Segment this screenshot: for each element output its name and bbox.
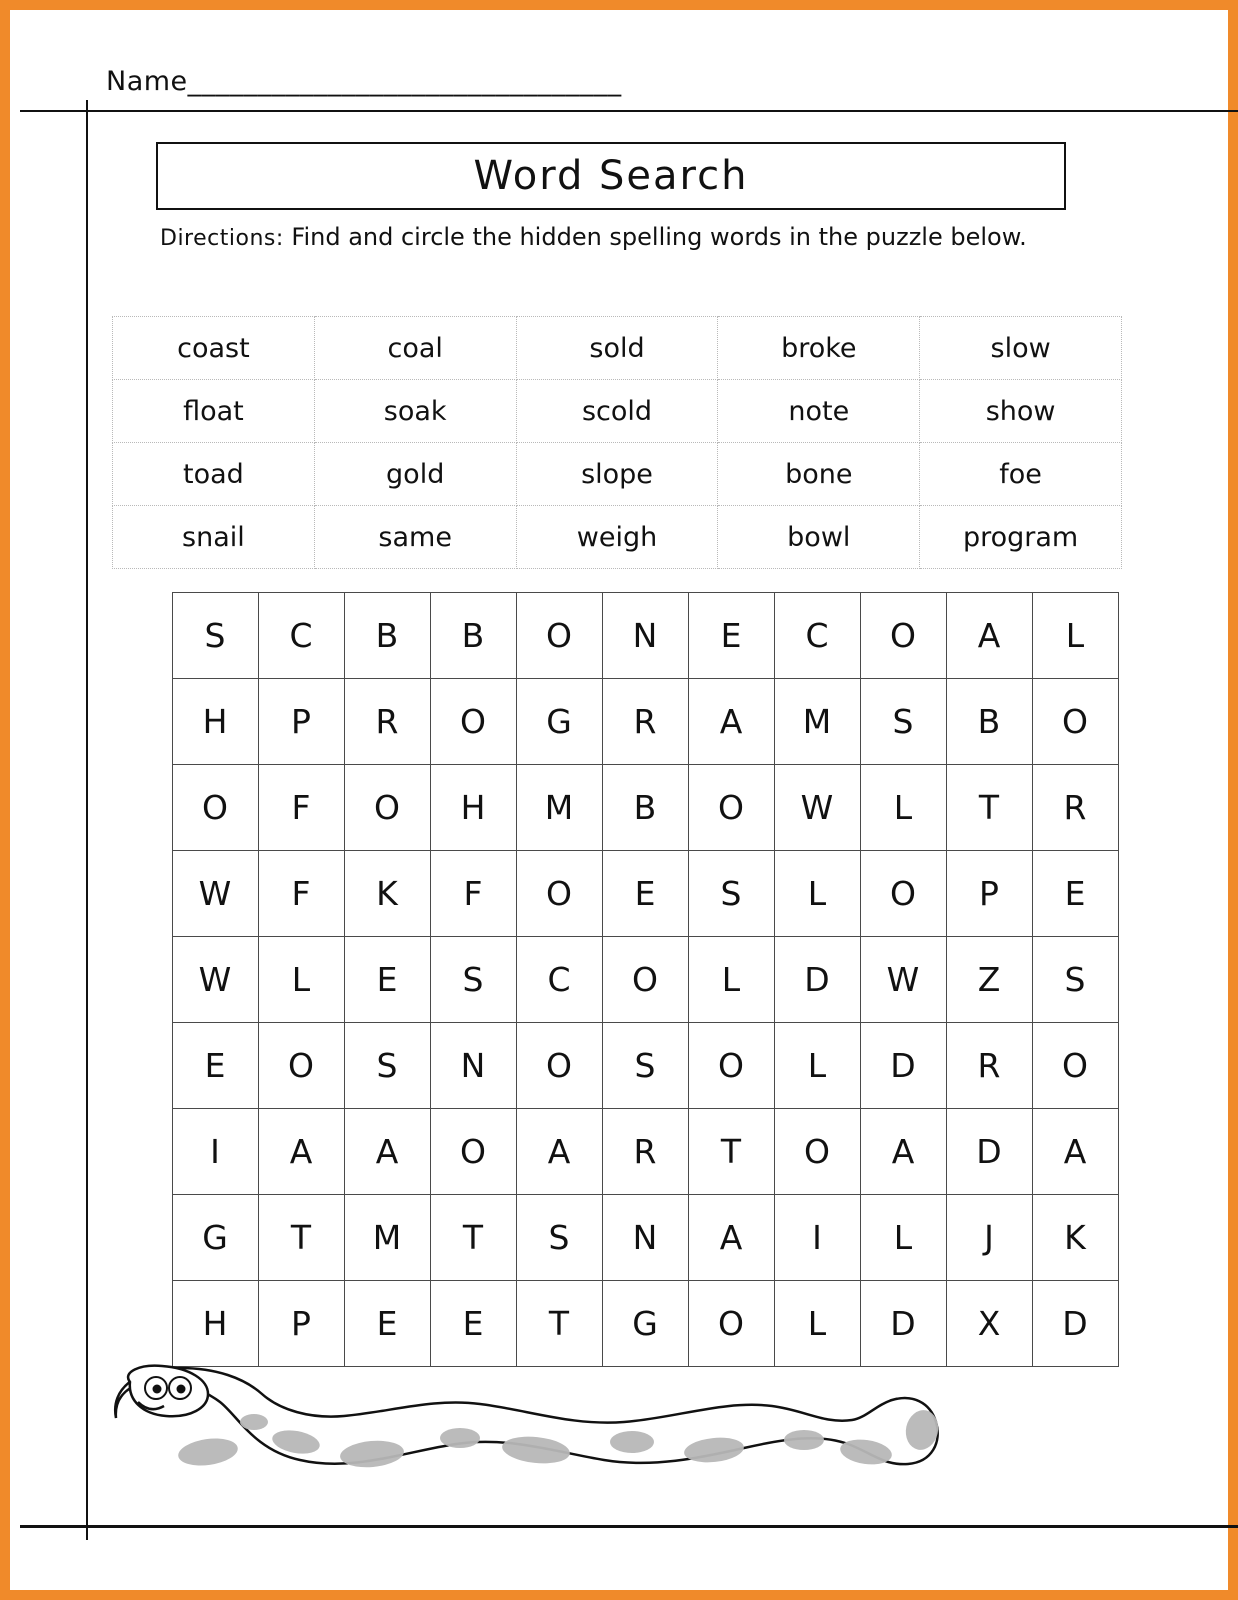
grid-cell[interactable]: O xyxy=(517,593,603,679)
grid-cell[interactable]: E xyxy=(431,1281,517,1367)
word-item[interactable]: program xyxy=(920,506,1122,569)
word-list-row xyxy=(113,506,1122,569)
word-item[interactable]: slope xyxy=(516,443,718,506)
word-item[interactable]: coast xyxy=(113,317,315,380)
grid-cell[interactable]: E xyxy=(173,1023,259,1109)
grid-cell[interactable]: G xyxy=(173,1195,259,1281)
grid-cell[interactable]: L xyxy=(775,851,861,937)
grid-row xyxy=(173,765,1119,851)
word-item[interactable]: foe xyxy=(920,443,1122,506)
grid-cell[interactable]: M xyxy=(517,765,603,851)
grid-cell[interactable]: O xyxy=(861,593,947,679)
grid-cell[interactable]: D xyxy=(861,1281,947,1367)
worksheet-sheet xyxy=(20,20,1218,1580)
grid-cell[interactable]: B xyxy=(947,679,1033,765)
grid-cell[interactable]: M xyxy=(345,1195,431,1281)
grid-cell[interactable]: T xyxy=(517,1281,603,1367)
directions-text: Find and circle the hidden spelling words in the puzzle below. xyxy=(291,223,1027,251)
grid-cell[interactable]: S xyxy=(1033,937,1119,1023)
grid-cell[interactable]: O xyxy=(603,937,689,1023)
grid-cell[interactable]: A xyxy=(517,1109,603,1195)
grid-cell[interactable]: T xyxy=(431,1195,517,1281)
grid-cell[interactable]: C xyxy=(517,937,603,1023)
grid-cell[interactable]: S xyxy=(431,937,517,1023)
word-item[interactable]: scold xyxy=(516,380,718,443)
grid-cell[interactable]: J xyxy=(947,1195,1033,1281)
word-item[interactable]: note xyxy=(718,380,920,443)
word-list-row xyxy=(113,380,1122,443)
grid-cell[interactable]: L xyxy=(775,1023,861,1109)
grid-cell[interactable]: O xyxy=(861,851,947,937)
grid-cell[interactable]: K xyxy=(345,851,431,937)
grid-cell[interactable]: B xyxy=(431,593,517,679)
word-item[interactable]: show xyxy=(920,380,1122,443)
grid-cell[interactable]: O xyxy=(1033,1023,1119,1109)
grid-cell[interactable]: G xyxy=(603,1281,689,1367)
grid-cell[interactable]: O xyxy=(173,765,259,851)
grid-cell[interactable]: O xyxy=(775,1109,861,1195)
grid-cell[interactable]: O xyxy=(259,1023,345,1109)
word-item[interactable]: same xyxy=(314,506,516,569)
word-item[interactable]: bowl xyxy=(718,506,920,569)
word-list-row xyxy=(113,317,1122,380)
footer-rule xyxy=(20,1525,1238,1528)
grid-cell[interactable]: D xyxy=(947,1109,1033,1195)
grid-cell[interactable]: W xyxy=(173,937,259,1023)
word-item[interactable]: bone xyxy=(718,443,920,506)
word-item[interactable]: float xyxy=(113,380,315,443)
grid-row xyxy=(173,593,1119,679)
grid-cell[interactable]: I xyxy=(173,1109,259,1195)
grid-cell[interactable]: F xyxy=(259,851,345,937)
grid-row xyxy=(173,1023,1119,1109)
grid-cell[interactable]: S xyxy=(517,1195,603,1281)
grid-cell[interactable]: D xyxy=(861,1023,947,1109)
grid-cell[interactable]: R xyxy=(603,679,689,765)
grid-cell[interactable]: Z xyxy=(947,937,1033,1023)
grid-cell[interactable]: E xyxy=(345,1281,431,1367)
grid-cell[interactable]: O xyxy=(517,851,603,937)
grid-cell[interactable]: E xyxy=(1033,851,1119,937)
grid-cell[interactable]: L xyxy=(861,765,947,851)
word-item[interactable]: soak xyxy=(314,380,516,443)
grid-cell[interactable]: I xyxy=(775,1195,861,1281)
grid-cell[interactable]: R xyxy=(345,679,431,765)
grid-cell[interactable]: S xyxy=(603,1023,689,1109)
name-field-label[interactable]: Name_______________________________ xyxy=(106,66,622,97)
grid-cell[interactable]: P xyxy=(259,1281,345,1367)
grid-cell[interactable]: A xyxy=(1033,1109,1119,1195)
grid-cell[interactable]: W xyxy=(173,851,259,937)
grid-cell[interactable]: H xyxy=(173,1281,259,1367)
word-list xyxy=(112,316,1122,569)
grid-cell[interactable]: A xyxy=(947,593,1033,679)
grid-cell[interactable]: F xyxy=(259,765,345,851)
grid-cell[interactable]: N xyxy=(603,593,689,679)
grid-cell[interactable]: S xyxy=(345,1023,431,1109)
grid-cell[interactable]: C xyxy=(775,593,861,679)
grid-cell[interactable]: E xyxy=(603,851,689,937)
word-item[interactable]: coal xyxy=(314,317,516,380)
worm-illustration xyxy=(104,1360,964,1490)
grid-cell[interactable]: L xyxy=(775,1281,861,1367)
grid-row xyxy=(173,1195,1119,1281)
grid-cell[interactable]: L xyxy=(689,937,775,1023)
grid-cell[interactable]: O xyxy=(689,765,775,851)
grid-row xyxy=(173,1281,1119,1367)
grid-cell[interactable]: X xyxy=(947,1281,1033,1367)
grid-cell[interactable]: H xyxy=(173,679,259,765)
grid-cell[interactable]: O xyxy=(689,1281,775,1367)
grid-cell[interactable]: A xyxy=(259,1109,345,1195)
grid-cell[interactable]: P xyxy=(259,679,345,765)
grid-cell[interactable]: R xyxy=(947,1023,1033,1109)
grid-cell[interactable]: A xyxy=(345,1109,431,1195)
grid-cell[interactable]: D xyxy=(1033,1281,1119,1367)
grid-cell[interactable]: H xyxy=(431,765,517,851)
word-list-row xyxy=(113,443,1122,506)
grid-cell[interactable]: O xyxy=(1033,679,1119,765)
grid-cell[interactable]: A xyxy=(689,679,775,765)
directions xyxy=(160,223,1090,251)
grid-cell[interactable]: P xyxy=(947,851,1033,937)
grid-cell[interactable]: O xyxy=(689,1023,775,1109)
grid-cell[interactable]: D xyxy=(775,937,861,1023)
grid-row xyxy=(173,679,1119,765)
grid-cell[interactable]: B xyxy=(345,593,431,679)
grid-cell[interactable]: N xyxy=(603,1195,689,1281)
grid-cell[interactable]: L xyxy=(861,1195,947,1281)
grid-cell[interactable]: B xyxy=(603,765,689,851)
grid-cell[interactable]: O xyxy=(517,1023,603,1109)
word-item[interactable]: broke xyxy=(718,317,920,380)
grid-cell[interactable]: W xyxy=(861,937,947,1023)
puzzle-grid[interactable] xyxy=(172,592,1119,1367)
grid-cell[interactable]: L xyxy=(1033,593,1119,679)
grid-cell[interactable]: A xyxy=(861,1109,947,1195)
grid-cell[interactable]: A xyxy=(689,1195,775,1281)
directions-label: Directions: xyxy=(160,226,284,251)
word-item[interactable]: toad xyxy=(113,443,315,506)
word-item[interactable]: gold xyxy=(314,443,516,506)
grid-cell[interactable]: M xyxy=(775,679,861,765)
grid-cell[interactable]: L xyxy=(259,937,345,1023)
grid-cell[interactable]: R xyxy=(1033,765,1119,851)
grid-row xyxy=(173,937,1119,1023)
grid-cell[interactable]: T xyxy=(947,765,1033,851)
grid-cell[interactable]: F xyxy=(431,851,517,937)
grid-row xyxy=(173,851,1119,937)
grid-cell[interactable]: O xyxy=(431,679,517,765)
grid-cell[interactable]: T xyxy=(259,1195,345,1281)
grid-cell[interactable]: S xyxy=(689,851,775,937)
grid-cell[interactable]: N xyxy=(431,1023,517,1109)
title-box xyxy=(156,142,1066,210)
grid-cell[interactable]: R xyxy=(603,1109,689,1195)
grid-cell[interactable]: O xyxy=(345,765,431,851)
grid-cell[interactable]: T xyxy=(689,1109,775,1195)
grid-cell[interactable]: E xyxy=(345,937,431,1023)
grid-row xyxy=(173,1109,1119,1195)
grid-cell[interactable]: O xyxy=(431,1109,517,1195)
word-item[interactable]: snail xyxy=(113,506,315,569)
grid-cell[interactable]: E xyxy=(689,593,775,679)
grid-cell[interactable]: W xyxy=(775,765,861,851)
grid-cell[interactable]: C xyxy=(259,593,345,679)
header-rule xyxy=(20,110,1238,112)
grid-cell[interactable]: S xyxy=(861,679,947,765)
grid-cell[interactable]: S xyxy=(173,593,259,679)
page-title: Word Search xyxy=(473,153,749,199)
left-margin-rule xyxy=(86,100,88,1540)
word-item[interactable]: sold xyxy=(516,317,718,380)
word-item[interactable]: weigh xyxy=(516,506,718,569)
grid-cell[interactable]: G xyxy=(517,679,603,765)
word-item[interactable]: slow xyxy=(920,317,1122,380)
puzzle-grid-wrapper xyxy=(172,592,1119,1367)
grid-cell[interactable]: K xyxy=(1033,1195,1119,1281)
